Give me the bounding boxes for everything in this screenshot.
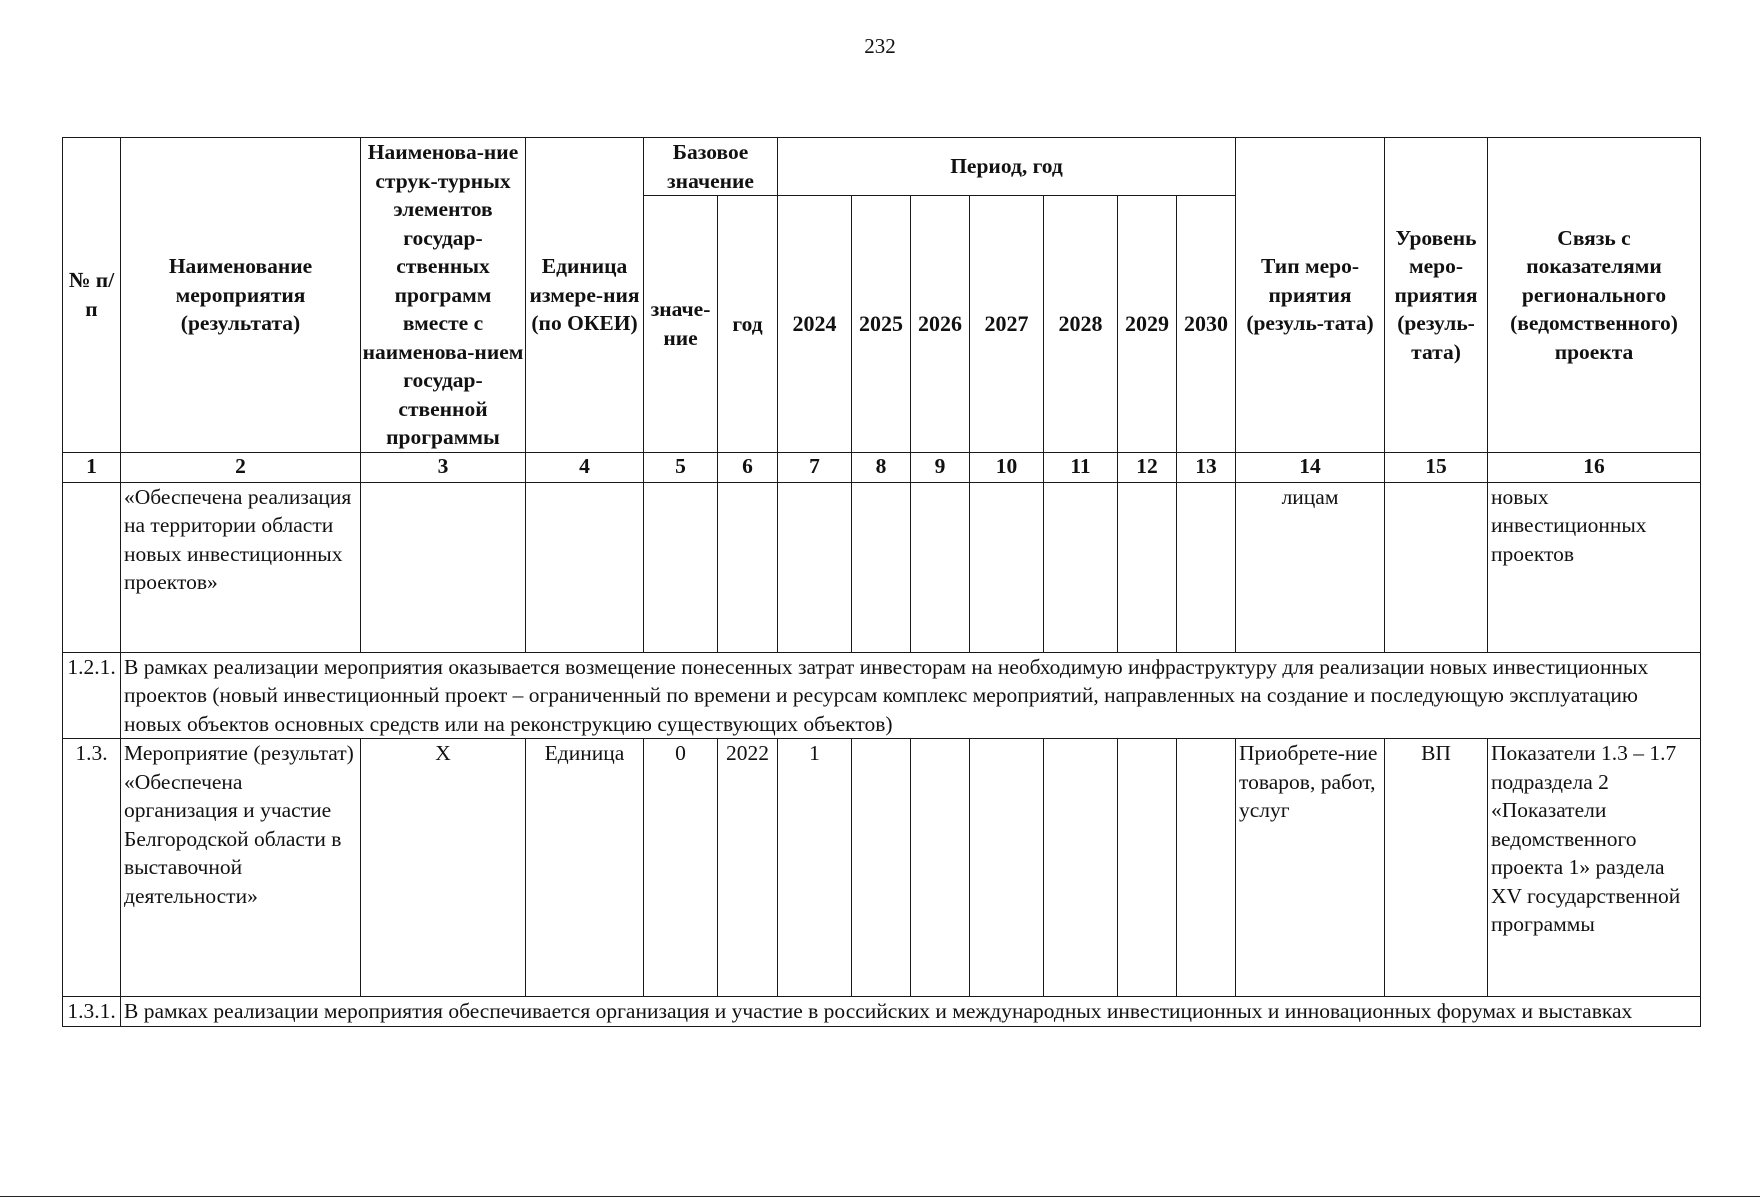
header-name: Наименование мероприятия (результата) bbox=[121, 138, 361, 453]
cell-name: «Обеспечена реализация на территории области новых инвестиционных проектов» bbox=[121, 482, 361, 652]
column-number: 13 bbox=[1177, 452, 1236, 482]
column-number: 9 bbox=[911, 452, 970, 482]
cell-base-year bbox=[718, 482, 778, 652]
page-number: 232 bbox=[864, 34, 896, 58]
cell-name: Мероприятие (результат) «Обеспечена организация и участие Белгородской области в выставочной деятельности» bbox=[121, 739, 361, 997]
cell-2029 bbox=[1118, 739, 1177, 997]
program-table bbox=[62, 137, 1701, 1027]
column-number: 4 bbox=[526, 452, 644, 482]
column-number: 2 bbox=[121, 452, 361, 482]
cell-num: 1.2.1. bbox=[63, 652, 121, 739]
bottom-rule bbox=[0, 1196, 1760, 1197]
cell-num: 1.3.1. bbox=[63, 997, 121, 1027]
column-number: 1 bbox=[63, 452, 121, 482]
header-year-2029: 2029 bbox=[1118, 196, 1177, 452]
cell-base-value bbox=[644, 482, 718, 652]
column-numbers-row bbox=[63, 452, 1701, 482]
column-number: 7 bbox=[778, 452, 852, 482]
table-row-1-3-1 bbox=[63, 997, 1701, 1027]
cell-num: 1.3. bbox=[63, 739, 121, 997]
cell-link: Показатели 1.3 – 1.7 подраздела 2 «Показатели ведомственного проекта 1» раздела XV государственной программы bbox=[1488, 739, 1701, 997]
column-number: 10 bbox=[970, 452, 1044, 482]
cell-2028 bbox=[1044, 739, 1118, 997]
column-number: 16 bbox=[1488, 452, 1701, 482]
header-period: Период, год bbox=[778, 138, 1236, 196]
cell-level bbox=[1385, 482, 1488, 652]
column-number: 8 bbox=[852, 452, 911, 482]
cell-2026 bbox=[911, 482, 970, 652]
header-num: № п/п bbox=[63, 138, 121, 453]
cell-num bbox=[63, 482, 121, 652]
column-number: 14 bbox=[1236, 452, 1385, 482]
cell-base-value: 0 bbox=[644, 739, 718, 997]
cell-2030 bbox=[1177, 482, 1236, 652]
header-base-value: значе-ние bbox=[644, 196, 718, 452]
column-number: 15 bbox=[1385, 452, 1488, 482]
header-year-2030: 2030 bbox=[1177, 196, 1236, 452]
column-number: 6 bbox=[718, 452, 778, 482]
cell-2029 bbox=[1118, 482, 1177, 652]
header-year-2028: 2028 bbox=[1044, 196, 1118, 452]
cell-type: лицам bbox=[1236, 482, 1385, 652]
column-number: 12 bbox=[1118, 452, 1177, 482]
cell-level: ВП bbox=[1385, 739, 1488, 997]
cell-2027 bbox=[970, 482, 1044, 652]
header-struct: Наименова-ние струк-турных элементов государ-ственных программ вместе с наименова-нием государ-ственной программы bbox=[361, 138, 526, 453]
cell-2024: 1 bbox=[778, 739, 852, 997]
header-unit: Единица измере-ния (по ОКЕИ) bbox=[526, 138, 644, 453]
cell-type: Приобрете-ние товаров, работ, услуг bbox=[1236, 739, 1385, 997]
cell-2025 bbox=[852, 482, 911, 652]
cell-unit: Единица bbox=[526, 739, 644, 997]
cell-2026 bbox=[911, 739, 970, 997]
column-number: 11 bbox=[1044, 452, 1118, 482]
header-year-2027: 2027 bbox=[970, 196, 1044, 452]
cell-description: В рамках реализации мероприятия оказывается возмещение понесенных затрат инвесторам на необходимую инфраструктуру для реализации новых инвестиционных проектов (новый инвестиционный проект – ограниченный по времени и ресурсам комплекс мероприятий, направленных на создание и последующую эксплуатацию новых объектов основных средств или на реконструкцию существующих объектов) bbox=[121, 652, 1701, 739]
column-number: 3 bbox=[361, 452, 526, 482]
header-year-2025: 2025 bbox=[852, 196, 911, 452]
cell-description: В рамках реализации мероприятия обеспечивается организация и участие в российских и международных инвестиционных и инновационных форумах и выставках bbox=[121, 997, 1701, 1027]
column-number: 5 bbox=[644, 452, 718, 482]
header-link: Связь с показателями регионального (ведомственного) проекта bbox=[1488, 138, 1701, 453]
cell-2030 bbox=[1177, 739, 1236, 997]
header-level: Уровень меро-приятия (резуль-тата) bbox=[1385, 138, 1488, 453]
cell-2024 bbox=[778, 482, 852, 652]
table-row-1-3 bbox=[63, 739, 1701, 997]
cell-link: новых инвестиционных проектов bbox=[1488, 482, 1701, 652]
cell-struct: Х bbox=[361, 739, 526, 997]
cell-2025 bbox=[852, 739, 911, 997]
header-base-year: год bbox=[718, 196, 778, 452]
cell-struct bbox=[361, 482, 526, 652]
header-year-2026: 2026 bbox=[911, 196, 970, 452]
cell-base-year: 2022 bbox=[718, 739, 778, 997]
table-row-continued bbox=[63, 482, 1701, 652]
header-row bbox=[63, 138, 1701, 196]
cell-unit bbox=[526, 482, 644, 652]
table-row-1-2-1 bbox=[63, 652, 1701, 739]
header-base: Базовое значение bbox=[644, 138, 778, 196]
cell-2028 bbox=[1044, 482, 1118, 652]
cell-2027 bbox=[970, 739, 1044, 997]
header-type: Тип меро-приятия (резуль-тата) bbox=[1236, 138, 1385, 453]
header-year-2024: 2024 bbox=[778, 196, 852, 452]
